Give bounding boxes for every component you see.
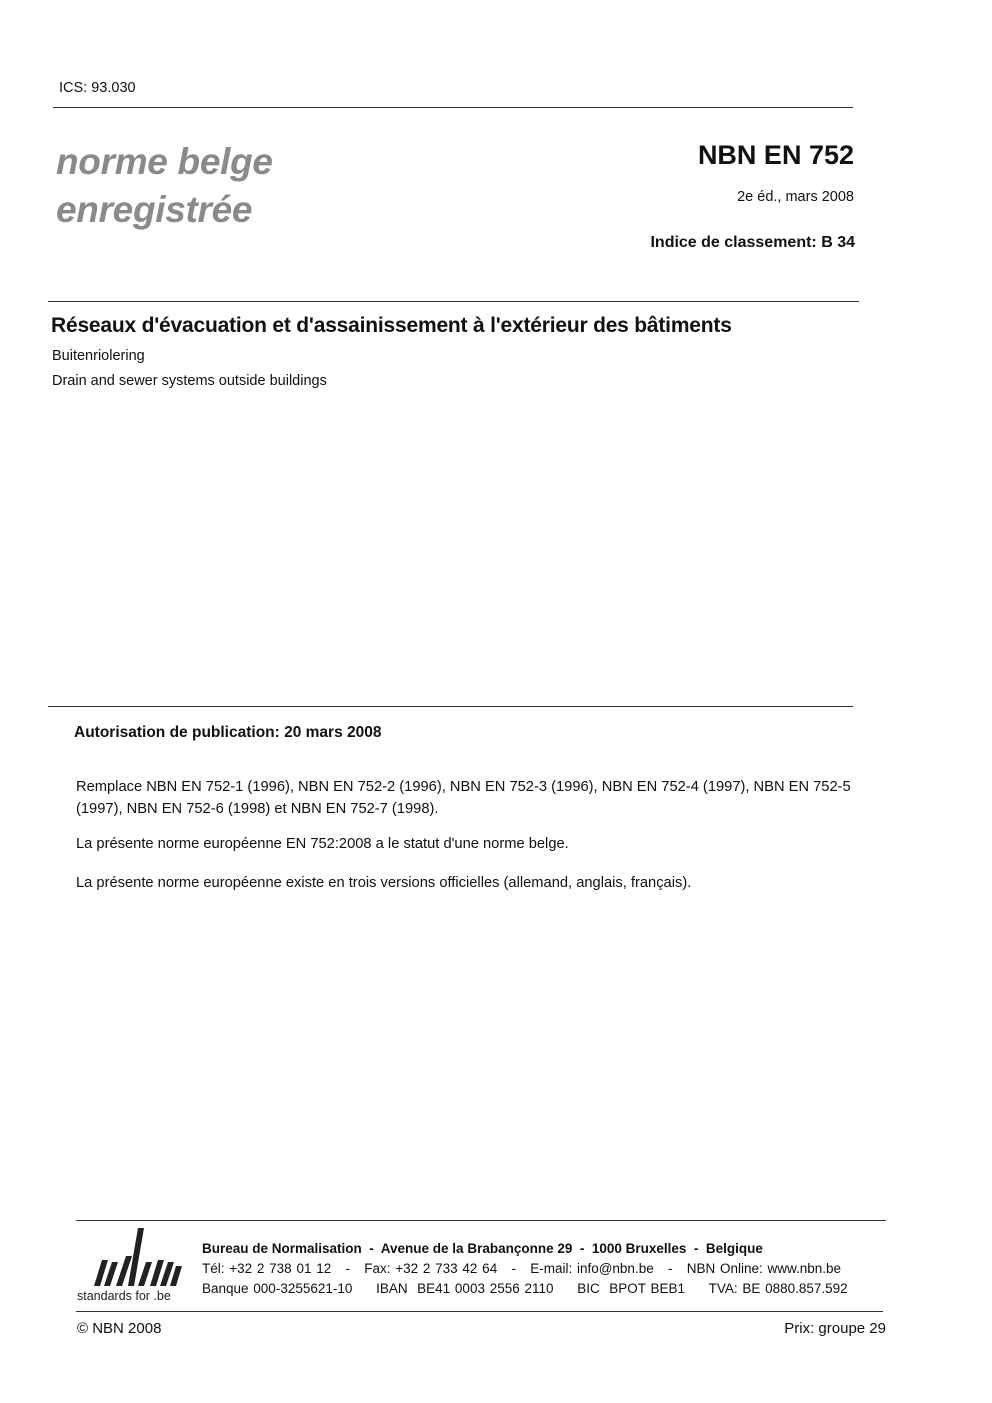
title-divider: [48, 301, 859, 302]
logo-tagline: standards for .be: [77, 1289, 171, 1303]
ics-code: ICS: 93.030: [59, 80, 136, 96]
versions-paragraph: La présente norme européenne existe en trois versions officielles (allemand, anglais, français).: [76, 875, 692, 891]
bank-info: Banque 000-3255621-10 IBAN BE41 0003 2556 2110 BIC BPOT BEB1 TVA: BE 0880.857.592: [202, 1281, 848, 1296]
title-dutch: Buitenriolering: [52, 348, 145, 364]
edition-date: 2e éd., mars 2008: [737, 189, 854, 205]
standard-number: NBN EN 752: [697, 140, 854, 170]
bureau-address: Bureau de Normalisation - Avenue de la Brabançonne 29 - 1000 Bruxelles - Belgique: [202, 1241, 763, 1256]
title-english: Drain and sewer systems outside buildings: [52, 373, 327, 389]
footer-divider: [76, 1220, 886, 1221]
bottom-divider: [76, 1311, 883, 1312]
price-group: Prix: groupe 29: [784, 1320, 886, 1337]
copyright: © NBN 2008: [77, 1320, 162, 1337]
classification-index: Indice de classement: B 34: [650, 234, 855, 251]
body-divider: [48, 706, 853, 707]
replaces-paragraph: Remplace NBN EN 752-1 (1996), NBN EN 752-2 (1996), NBN EN 752-3 (1996), NBN EN 752-4 (1997), NBN EN 752-5 (1997), NBN EN 752-6 (1998) et NBN EN 752-7 (1998).: [76, 779, 851, 817]
header-divider: [53, 107, 853, 108]
contact-info: Tél: +32 2 738 01 12 - Fax: +32 2 733 42 64 - E-mail: info@nbn.be - NBN Online: www.nbn.be: [202, 1261, 842, 1276]
status-paragraph: La présente norme européenne EN 752:2008 a le statut d'une norme belge.: [76, 836, 569, 852]
title-french: Réseaux d'évacuation et d'assainissement à l'extérieur des bâtiments: [51, 314, 732, 337]
norme-belge-label: norme belge: [56, 141, 273, 182]
publication-authorization: Autorisation de publication: 20 mars 2008: [74, 724, 382, 741]
enregistree-label: enregistrée: [56, 189, 253, 230]
